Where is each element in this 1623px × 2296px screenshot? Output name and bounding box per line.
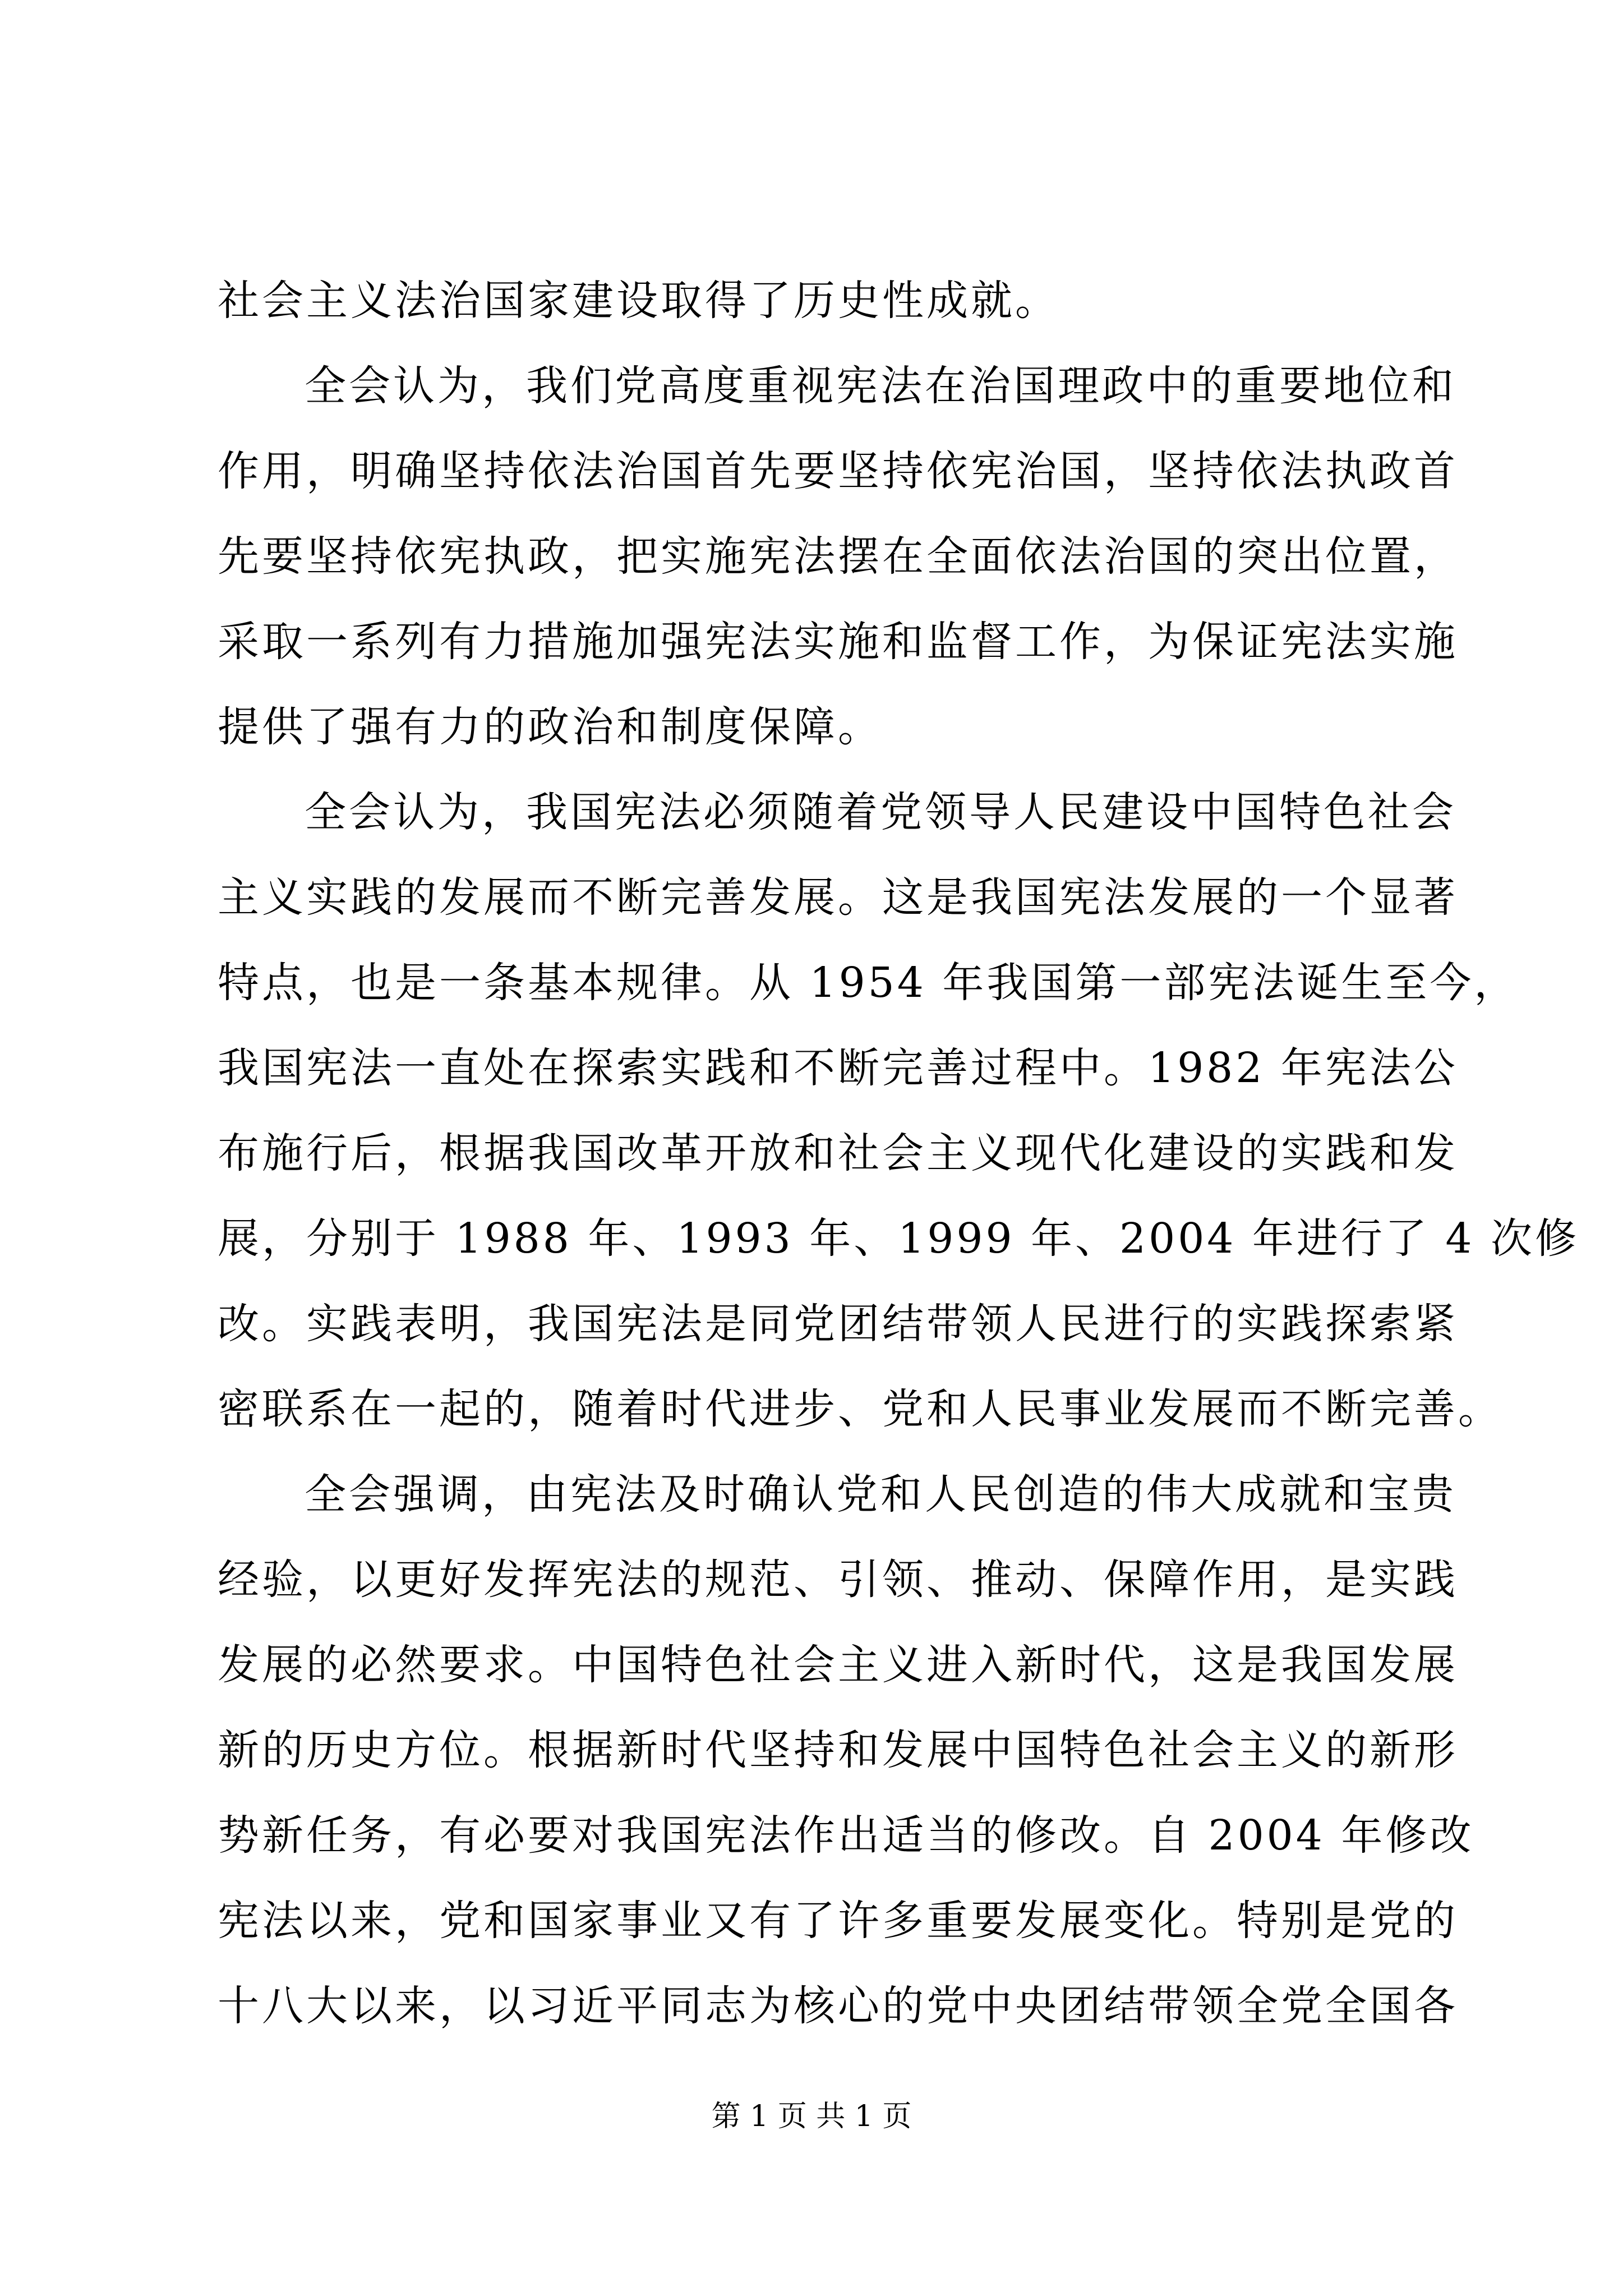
- page-footer: [0, 2097, 1623, 2136]
- page-number-label: 第 1 页 共 1 页: [711, 2100, 912, 2133]
- text-line-21: 十八大以来，以习近平同志为核心的党中央团结带领全党全国各: [218, 1982, 1458, 2030]
- text-line-19: 势新任务，有必要对我国宪法作出适当的修改。自 2004 年修改: [218, 1811, 1474, 1860]
- text-line-11: 布施行后，根据我国改革开放和社会主义现代化建设的实践和发: [218, 1129, 1458, 1177]
- text-line-16: 经验，以更好发挥宪法的规范、引领、推动、保障作用，是实践: [218, 1556, 1458, 1604]
- text-line-2: 全会认为，我们党高度重视宪法在治国理政中的重要地位和: [305, 362, 1456, 410]
- text-line-4: 先要坚持依宪执政，把实施宪法摆在全面依法治国的突出位置，: [218, 532, 1458, 581]
- text-line-15: 全会强调，由宪法及时确认党和人民创造的伟大成就和宝贵: [305, 1470, 1456, 1519]
- text-line-9: 特点，也是一条基本规律。从 1954 年我国第一部宪法诞生至今，: [218, 959, 1519, 1007]
- text-line-3: 作用，明确坚持依法治国首先要坚持依宪治国，坚持依法执政首: [218, 447, 1458, 495]
- document-body: [218, 258, 1580, 2049]
- text-line-20: 宪法以来，党和国家事业又有了许多重要发展变化。特别是党的: [218, 1897, 1458, 1945]
- text-line-10: 我国宪法一直处在探索实践和不断完善过程中。1982 年宪法公: [218, 1044, 1458, 1092]
- text-line-7: 全会认为，我国宪法必须随着党领导人民建设中国特色社会: [305, 788, 1456, 836]
- text-line-6: 提供了强有力的政治和制度保障。: [218, 703, 882, 751]
- text-line-14: 密联系在一起的，随着时代进步、党和人民事业发展而不断完善。: [218, 1385, 1502, 1433]
- text-line-18: 新的历史方位。根据新时代坚持和发展中国特色社会主义的新形: [218, 1726, 1458, 1774]
- text-line-17: 发展的必然要求。中国特色社会主义进入新时代，这是我国发展: [218, 1641, 1458, 1689]
- text-line-8: 主义实践的发展而不断完善发展。这是我国宪法发展的一个显著: [218, 873, 1458, 922]
- text-line-13: 改。实践表明，我国宪法是同党团结带领人民进行的实践探索紧: [218, 1300, 1458, 1348]
- text-line-12: 展，分别于 1988 年、1993 年、1999 年、2004 年进行了 4 次修: [218, 1214, 1580, 1263]
- text-line-1: 社会主义法治国家建设取得了历史性成就。: [218, 277, 1059, 325]
- text-line-5: 采取一系列有力措施加强宪法实施和监督工作，为保证宪法实施: [218, 618, 1458, 666]
